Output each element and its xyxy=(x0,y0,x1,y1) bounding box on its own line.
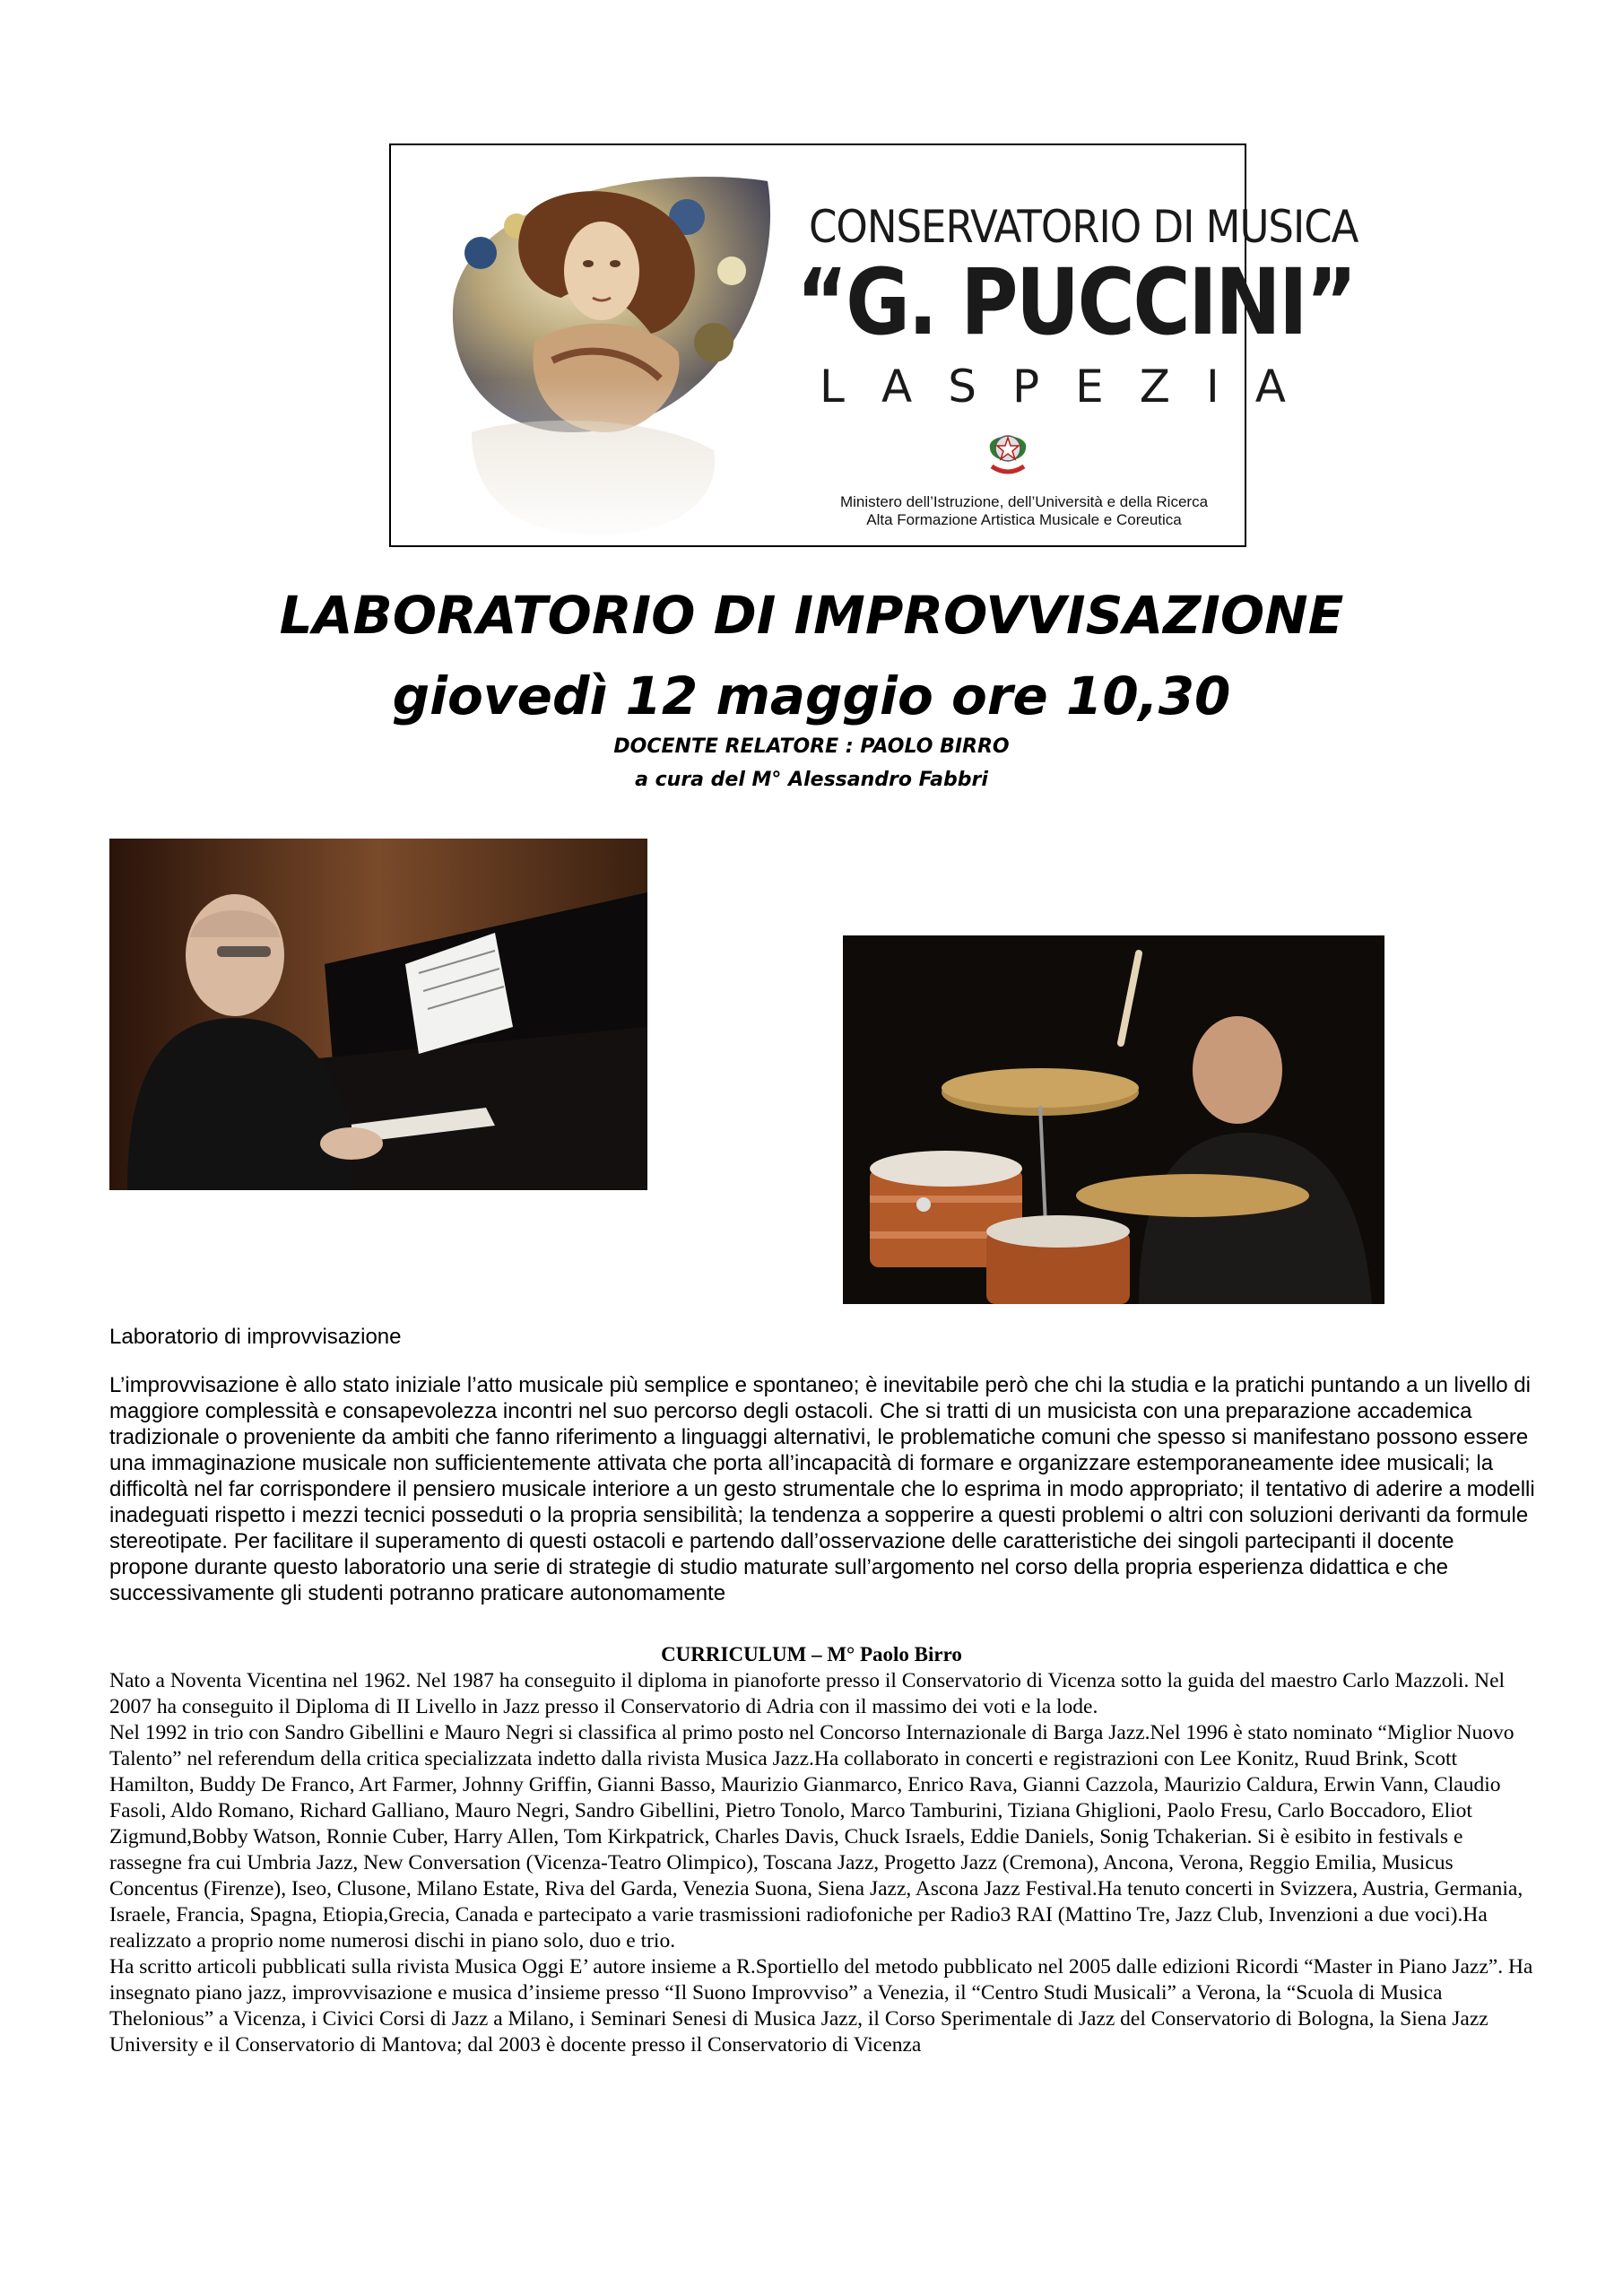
curriculum-paragraph: Ha scritto articoli pubblicati sulla rivista Musica Oggi E’ autore insieme a R.Sportiello del metodo pubblicato nel 2005 dalle edizioni Ricordi “Master in Piano Jazz”. Ha insegnato piano jazz, improvvisazione e musica d’insieme presso “Il Suono Improvviso” a Venezia, il “Centro Studi Musicali” a Verona, la “Scuola di Musica Thelonious” a Vicenza, i Civici Corsi di Jazz a Milano, i Seminari Senesi di Musica Jazz, il Corso Sperimentale di Jazz del Conservatorio di Bologna, la Siena Jazz University e il Conservatorio di Mantova; dal 2003 è docente presso il Conservatorio di Vicenza xyxy=(109,1955,1533,2057)
institution-city: LASPEZIA xyxy=(820,361,1322,413)
pianist-photo xyxy=(109,839,647,1190)
stained-glass-figure-image xyxy=(418,163,794,540)
ministry-line1: Ministero dell’Istruzione, dell’Università e della Ricerca xyxy=(839,493,1209,510)
ministry-line2: Alta Formazione Artistica Musicale e Coreutica xyxy=(866,511,1182,528)
intro-paragraph: L’improvvisazione è allo stato iniziale l’atto musicale più semplice e spontaneo; è inevitabile però che chi la studia e la pratichi puntando a un livello di maggiore complessità e consapevolezza incontri nel suo percorso degli ostacoli. Che si tratti di un musicista con una preparazione accademica tradizionale o proveniente da ambiti che fanno riferimento a linguaggi alternativi, le problematiche comuni che spesso si manifestano possono essere una immaginazione musicale non sufficientemente attivata che porta all’incapacità di formare e organizzare estemporaneamente idee musicali; la difficoltà nel far corrispondere il pensiero musicale interiore a un gesto strumentale che lo esprima in modo appropriato; il tentativo di aderire a modelli inadeguati rispetto i mezzi tecnici posseduti o la propria sensibilità; la tendenza a sopperire a questi problemi o altri con soluzioni derivanti da formule stereotipate. Per facilitare il superamento di questi ostacoli e partendo dall’osservazione delle caratteristiche dei singoli partecipanti il docente propone durante questo laboratorio una serie di strategie di studio maturate sull’argomento nel corso della propria esperienza didattica e che successivamente gli studenti potranno praticare autonomamente xyxy=(109,1373,1535,1605)
section-heading: Laboratorio di improvvisazione xyxy=(109,1325,402,1349)
event-docente: DOCENTE RELATORE : PAOLO BIRRO xyxy=(613,735,1010,758)
curriculum-body xyxy=(109,1668,1535,2058)
institution-name-line1: CONSERVATORIO DI MUSICA xyxy=(809,201,1358,253)
conservatory-logo-box xyxy=(389,144,1358,547)
curriculum-paragraph: Nel 1992 in trio con Sandro Gibellini e Mauro Negri si classifica al primo posto nel Concorso Internazionale di Barga Jazz.Nel 1996 è stato nominato “Miglior Nuovo Talento” nel referendum della critica specializzata indetto dalla rivista Musica Jazz.Ha collaborato in concerti e registrazioni con Lee Konitz, Ruud Brink, Scott Hamilton, Buddy De Franco, Art Farmer, Johnny Griffin, Gianni Basso, Maurizio Gianmarco, Enrico Rava, Gianni Cazzola, Maurizio Caldura, Erwin Vann, Claudio Fasoli, Aldo Romano, Richard Galliano, Mauro Negri, Sandro Gibellini, Pietro Tonolo, Marco Tamburini, Tiziana Ghiglioni, Paolo Fresu, Carlo Boccadoro, Eliot Zigmund,Bobby Watson, Ronnie Cuber, Harry Allen, Tom Kirkpatrick, Charles Davis, Chuck Israels, Eddie Daniels, Sonig Tchakerian. Si è esibito in festivals e rassegne fra cui Umbria Jazz, New Conversation (Vicenza-Teatro Olimpico), Toscana Jazz, Progetto Jazz (Cremona), Ancona, Verona, Reggio Emilia, Musicus Concentus (Firenze), Iseo, Clusone, Milano Estate, Riva del Garda, Venezia Suona, Siena Jazz, Ascona Jazz Festival.Ha tenuto concerti in Svizzera, Austria, Germania, Israele, Francia, Spagna, Etiopia,Grecia, Canada e partecipato a varie trasmissioni radiofoniche per Radio3 RAI (Mattino Tre, Jazz Club, Invenzioni a due voci).Ha realizzato a proprio nome numerosi dischi in piano solo, duo e trio. xyxy=(109,1721,1523,1952)
event-title: LABORATORIO DI IMPROVVISAZIONE xyxy=(279,585,1344,646)
event-curator: a cura del M° Alessandro Fabbri xyxy=(635,769,988,791)
event-date: giovedì 12 maggio ore 10,30 xyxy=(392,665,1231,726)
institution-name-line2: “G. PUCCINI” xyxy=(796,249,1356,356)
curriculum-heading: CURRICULUM – M° Paolo Birro xyxy=(661,1643,962,1665)
ministry-caption xyxy=(809,493,1239,529)
drummer-photo xyxy=(843,935,1384,1304)
italian-republic-emblem-icon xyxy=(983,422,1033,484)
curriculum-paragraph: Nato a Noventa Vicentina nel 1962. Nel 1987 ha conseguito il diploma in pianoforte presso il Conservatorio di Vicenza sotto la guida del maestro Carlo Mazzoli. Nel 2007 ha conseguito il Diploma di II Livello in Jazz presso il Conservatorio di Adria con il massimo dei voti e la lode. xyxy=(109,1669,1506,1718)
